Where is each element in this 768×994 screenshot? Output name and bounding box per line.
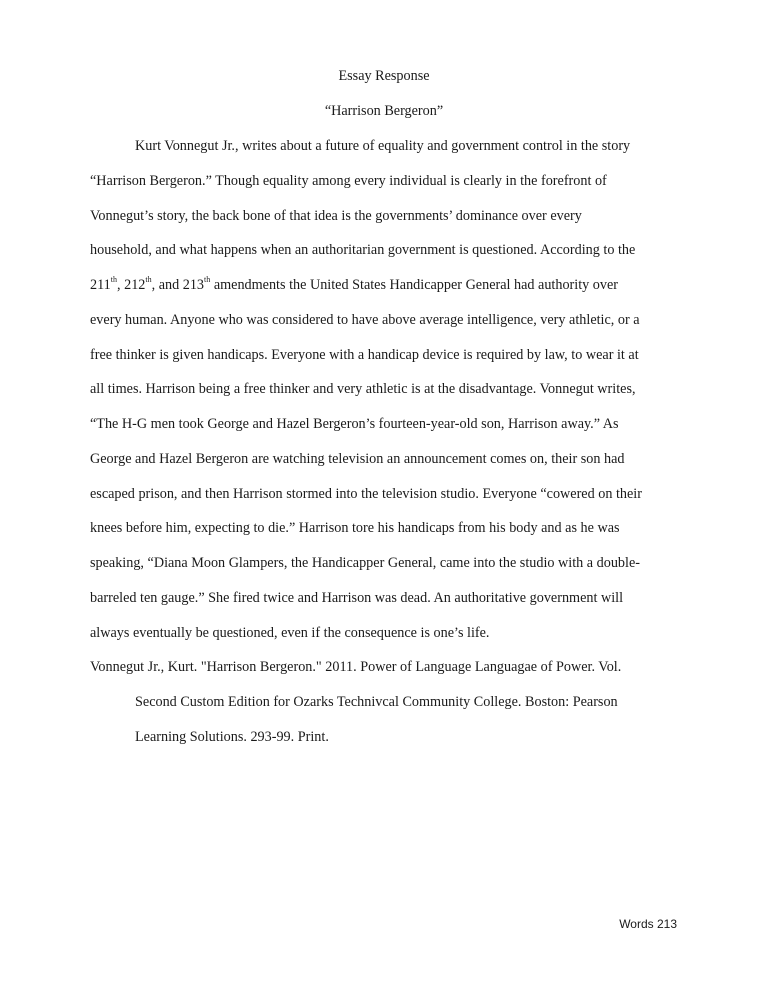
essay-line: Kurt Vonnegut Jr., writes about a future of equality and government control in the story [135, 138, 631, 154]
essay-line: free thinker is given handicaps. Everyone with a handicap device is required by law, to wear it at [90, 347, 639, 363]
essay-line: household, and what happens when an authoritarian government is questioned. According to the [90, 242, 636, 258]
essay-line: Vonnegut’s story, the back bone of that idea is the governments’ dominance over every [90, 208, 582, 224]
amendment-number: 211 [90, 277, 111, 293]
citation-line: Vonnegut Jr., Kurt. "Harrison Bergeron." 2011. Power of Language Languagae of Power. Vol. [90, 659, 622, 675]
essay-line: knees before him, expecting to die.” Harrison tore his handicaps from his body and as he was [90, 520, 620, 536]
essay-title: Essay Response [338, 68, 430, 84]
ordinal-suffix: th [110, 275, 117, 285]
word-count: Words 213 [619, 917, 677, 931]
essay-line: “The H-G men took George and Hazel Bergeron’s fourteen-year-old son, Harrison away.” As [90, 416, 619, 432]
line-text: amendments the United States Handicapper General had authority over [210, 277, 619, 293]
citation-line: Learning Solutions. 293-99. Print. [135, 729, 329, 745]
essay-line: “Harrison Bergeron.” Though equality among every individual is clearly in the forefront of [90, 173, 607, 189]
essay-line: speaking, “Diana Moon Glampers, the Handicapper General, came into the studio with a double- [90, 555, 640, 571]
essay-line: always eventually be questioned, even if the consequence is one’s life. [90, 625, 490, 641]
ordinal-suffix: th [145, 275, 152, 285]
ordinal-suffix: th [204, 275, 211, 285]
essay-line: barreled ten gauge.” She fired twice and Harrison was dead. An authoritative government will [90, 590, 624, 606]
essay-line [90, 276, 618, 294]
citation-line: Second Custom Edition for Ozarks Technivcal Community College. Boston: Pearson [135, 694, 618, 710]
essay-line: every human. Anyone who was considered to have above average intelligence, very athletic, or a [90, 312, 640, 328]
essay-subtitle: “Harrison Bergeron” [324, 103, 444, 119]
amendment-number: , 212 [117, 277, 146, 293]
essay-line: all times. Harrison being a free thinker and very athletic is at the disadvantage. Vonnegut writes, [90, 381, 636, 397]
amendment-number: , and 213 [151, 277, 205, 293]
essay-line: George and Hazel Bergeron are watching television an announcement comes on, their son had [90, 451, 625, 467]
essay-line: escaped prison, and then Harrison stormed into the television studio. Everyone “cowered on their [90, 486, 642, 502]
